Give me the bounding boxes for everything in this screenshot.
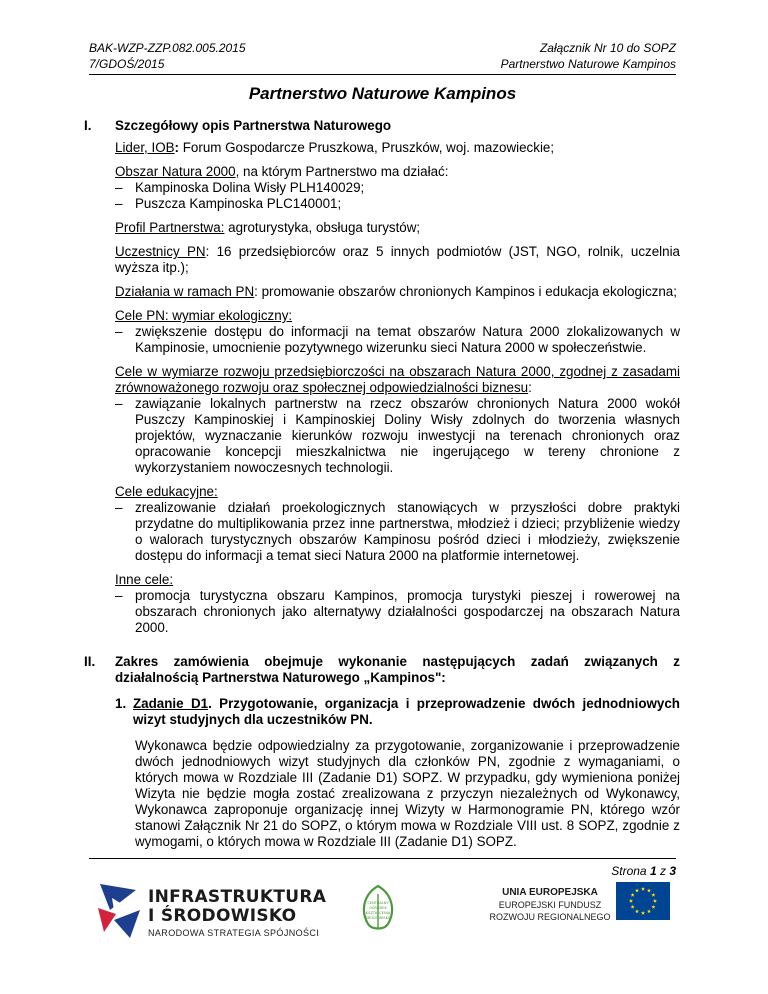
business-goals: Cele w wymiarze rozwoju przedsiębiorczości na obszarach Natura 2000, zgodnej z zasadami zrównoważonego rozwoju oraz społecznej odpowiedzialności biznesu: – zawiązanie lokalnych partnerstw na rzecz obszarów chronionych Natura 2000 wokół Puszczy Kampinoskiej i Kampinoskiej Doliny Wisły zdolnych do tworzenia własnych projektów, wyznaczanie kierunków rozwoju inwestycji na terenach chronionych oraz opracowanie koncepcji mieszkalnictwa nie ingerującego w tereny chronione z wykorzystaniem nowoczesnych technologii.	[115, 364, 680, 475]
profile-paragraph: Profil Partnerstwa: agroturystyka, obsługa turystów;	[115, 220, 421, 235]
cko-text-4: ŚRODOWISKA	[365, 916, 391, 920]
eco-goals: Cele PN: wymiar ekologiczny: – zwiększenie dostępu do informacji na temat obszarów Natura 2000 zlokalizowanych w Kampinosie, umocnienie pozytywnego wizerunku sieci Natura 2000 w społeczeństwie.	[115, 308, 680, 355]
header-attachment-number: Załącznik Nr 10 do SOPZ	[539, 41, 676, 55]
list-item: – zawiązanie lokalnych partnerstw na rzecz obszarów chronionych Natura 2000 wokół Puszczy Kampinoskiej i Kampinoskiej Doliny Wisły zdolnych do tworzenia własnych projektów, wyznaczanie kierunków rozwoju inwestycji na terenach chronionych oraz opracowanie koncepcji mieszkalnictwa nie ingerującego w tereny chronione z wykorzystaniem nowoczesnych technologii.	[115, 396, 680, 475]
logo-blue-shape-2	[114, 910, 140, 938]
cko-text-3: KSZTAŁCENIA	[365, 911, 391, 915]
list-item: – zrealizowanie działań proekologicznych stanowiących w przyszłości dobre praktyki przydatne do multiplikowania przez inne partnerstwa, młodzież i dzieci; przybliżenie wiedzy o walorach turystycznych obszarów Kampinosu pośród dzieci i młodzieży, zwiększenie dostępu do informacji a temat sieci Natura 2000 na platformie internetowej.	[115, 500, 680, 563]
section-1-title: Szczegółowy opis Partnerstwa Naturowego	[115, 118, 392, 133]
section-1	[84, 118, 680, 644]
edu-goals: Cele edukacyjne: – zrealizowanie działań proekologicznych stanowiących w przyszłości dobre praktyki przydatne do multiplikowania przez inne partnerstwa, młodzież i dzieci; przybliżenie wiedzy o walorach turystycznych obszarów Kampinosu pośród dzieci i młodzieży, zwiększenie dostępu do informacji a temat sieci Natura 2000 na platformie internetowej.	[115, 484, 680, 563]
leader-paragraph: Lider, IOB: Forum Gospodarcze Pruszkowa, Pruszków, woj. mazowieckie;	[115, 140, 555, 155]
infrastruktura-logo	[96, 880, 327, 940]
eu-flag-icon	[616, 882, 670, 920]
logo-wordmark: INFRASTRUKTURA I ŚRODOWISKO	[148, 887, 327, 926]
list-item: – zwiększenie dostępu do informacji na temat obszarów Natura 2000 zlokalizowanych w Kampinosie, umocnienie pozytywnego wizerunku sieci Natura 2000 w społeczeństwie.	[115, 324, 680, 355]
actions-paragraph: Działania w ramach PN: promowanie obszarów chronionych Kampinos i edukacja ekologiczna;	[115, 284, 677, 299]
leader-label: Lider, IOB	[115, 140, 175, 155]
logo-red-shape	[98, 908, 116, 932]
header-reference	[89, 40, 246, 72]
cko-text-1: CENTRALNY	[367, 901, 389, 905]
area-label: Obszar Natura 2000	[115, 164, 236, 179]
task-description: Wykonawca będzie odpowiedzialny za przygotowanie, zorganizowanie i przeprowadzenie dwóch jednodniowych wizyt studyjnych dla członków PN, zgodnie z wymaganiami, o których mowa w Rozdziale III (Zadanie D1) SOPZ. W przypadku, gdy wymieniona poniżej Wizyta nie będzie mogła zostać zrealizowana z przyczyn niezależnych od Wykonawcy, Wykonawca zaproponuje organizację innej Wizyty w Harmonogramie PN, którego wzór stanowi Załącznik Nr 21 do SOPZ, o którym mowa w Rozdziale VIII ust. 8 SOPZ, zgodnie z wymogami, o których mowa w Rozdziale III (Zadanie D1) SOPZ.	[135, 738, 680, 849]
header-case-number: BAK-WZP-ZZP.082.005.2015	[89, 41, 246, 55]
list-item: – promocja turystyczna obszaru Kampinos, promocja turystyki pieszej i rowerowej na obszarach chronionych jako alternatywy działalności gospodarczej na obszarach Natura 2000.	[115, 588, 680, 635]
list-item: – Kampinoska Dolina Wisły PLH140029;	[115, 180, 365, 195]
leader-text: Forum Gospodarcze Pruszkowa, Pruszków, woj. mazowieckie;	[179, 140, 555, 155]
page-title: Partnerstwo Naturowe Kampinos	[248, 84, 517, 103]
infrastruktura-emblem-icon	[96, 880, 144, 940]
list-item: – Puszcza Kampinoska PLC140001;	[115, 196, 342, 211]
document-body	[84, 118, 680, 850]
cko-text-2: OŚRODEK	[369, 906, 387, 910]
section-2-title: Zakres zamówienia obejmuje wykonanie następujących zadań związanych z działalnością Partnerstwa Naturowego „Kampinos":	[115, 654, 680, 685]
eu-fund-text: UNIA EUROPEJSKA EUROPEJSKI FUNDUSZ ROZWOJU REGIONALNEGO	[489, 887, 611, 922]
page-number: Strona 1 z 3	[611, 864, 676, 878]
header-attachment-name: Partnerstwo Naturowe Kampinos	[500, 57, 676, 71]
cko-logo	[358, 884, 398, 932]
section-2-number: II.	[84, 654, 96, 669]
logo-subtitle: NARODOWA STRATEGIA SPÓJNOŚCI	[148, 928, 320, 938]
participants-paragraph: Uczestnicy PN: 16 przedsiębiorców oraz 5 innych podmiotów (JST, NGO, rolnik, uczelnia wyższa itp.);	[115, 244, 680, 275]
section-2	[84, 654, 680, 850]
task-heading: 1. Zadanie D1. Przygotowanie, organizacja i przeprowadzenie dwóch jednodniowych wizyt studyjnych dla uczestników PN.	[115, 696, 680, 727]
header-attachment	[501, 40, 676, 72]
header-divider	[89, 74, 676, 75]
footer-divider	[89, 858, 676, 859]
other-goals: Inne cele: – promocja turystyczna obszaru Kampinos, promocja turystyki pieszej i rowerowej na obszarach chronionych jako alternatywy działalności gospodarczej na obszarach Natura 2000.	[115, 572, 680, 635]
section-1-number: I.	[84, 118, 92, 133]
area-paragraph: Obszar Natura 2000, na którym Partnerstwo ma działać: – Kampinoska Dolina Wisły PLH140029; – Puszcza Kampinoska PLC140001;	[115, 164, 680, 212]
header-case-code: 7/GDOŚ/2015	[89, 57, 165, 71]
leaf-icon	[358, 884, 398, 932]
